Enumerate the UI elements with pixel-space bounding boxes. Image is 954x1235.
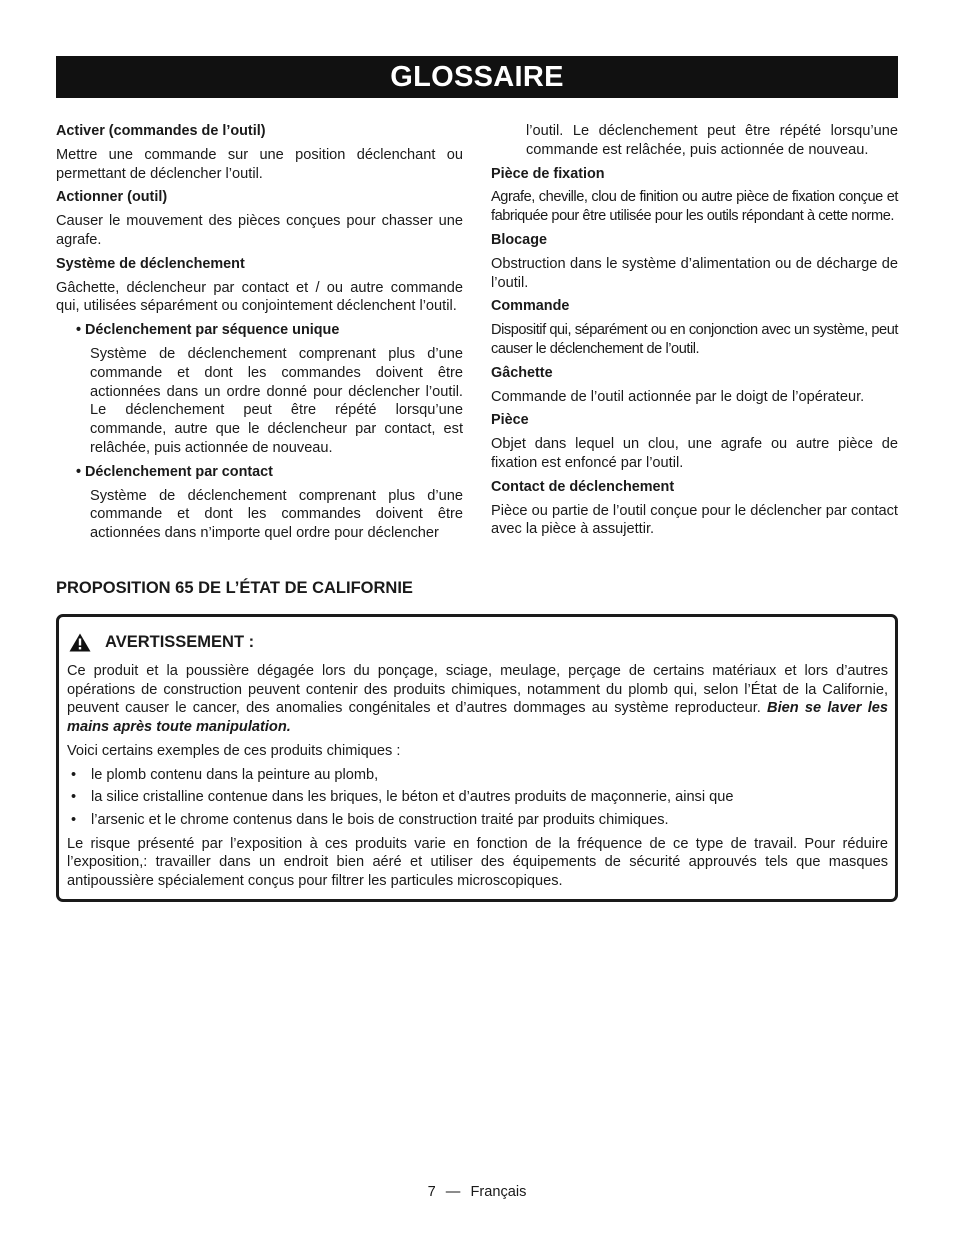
- glossary-term: Contact de déclenchement: [491, 478, 675, 495]
- glossary-entry: [56, 255, 463, 316]
- list-item: [67, 766, 888, 785]
- glossary-definition: Pièce ou partie de l’outil conçue pour le déclencher par contact avec la pièce à assujettir.: [491, 502, 898, 538]
- glossary-definition: Obstruction dans le système d’alimentation ou de décharge de l’outil.: [491, 255, 898, 291]
- glossary-term: Gâchette: [491, 364, 553, 381]
- glossary-subdefinition: Système de déclenchement comprenant plus d’une commande et dont les commandes doivent être actionnées dans n’importe quel ordre pour déclencher: [90, 487, 463, 542]
- list-item: [67, 788, 888, 807]
- glossary-definition: Causer le mouvement des pièces conçues pour chasser une agrafe.: [56, 213, 463, 248]
- glossary-right-column: [491, 122, 898, 544]
- warning-header: [69, 633, 254, 652]
- warning-box: [56, 614, 898, 902]
- prop65-heading: PROPOSITION 65 DE L’ÉTAT DE CALIFORNIE: [56, 579, 413, 597]
- warning-label: AVERTISSEMENT :: [105, 633, 255, 651]
- glossary-left-column: [56, 122, 463, 548]
- footer-language: Français: [470, 1184, 527, 1200]
- glossary-definition: Objet dans lequel un clou, une agrafe ou autre pièce de fixation est enfoncé par l’outil.: [491, 436, 898, 471]
- glossary-term: Commande: [491, 298, 570, 315]
- glossary-subentry: [56, 321, 463, 458]
- glossary-entry: [491, 478, 898, 539]
- glossary-term: Pièce: [491, 412, 529, 429]
- bullet: •: [71, 789, 77, 806]
- examples-intro: Voici certains exemples de ces produits chimiques :: [67, 742, 401, 759]
- warning-triangle-icon: [69, 633, 91, 652]
- glossary-term: Pièce de fixation: [491, 165, 605, 182]
- glossary-continuation: l’outil. Le déclenchement peut être répété lorsqu’une commande est relâchée, puis actionnée de nouveau.: [526, 123, 898, 158]
- glossary-definition: Gâchette, déclencheur par contact et / ou autre commande qui, utilisées séparément ou conjointement déclenchent l’outil.: [56, 279, 463, 315]
- glossary-entry: [56, 122, 463, 183]
- page-footer: [0, 1184, 954, 1200]
- glossary-subdefinition: Système de déclenchement comprenant plus d’une commande et dont les commandes doivent être actionnées dans un ordre donné pour déclencher l’outil. Le déclenchement peut être répété lorsqu’une commande, autre que le déclencheur par contact, est relâchée, puis actionnée de nouveau.: [90, 345, 463, 456]
- glossary-entry: [491, 364, 898, 407]
- glossary-term: Blocage: [491, 231, 547, 248]
- glossary-term: Système de déclenchement: [56, 255, 245, 272]
- glossary-definition: Agrafe, cheville, clou de finition ou autre pièce de fixation conçue et fabriquée pour être utilisée pour les outils répondant à cette norme.: [491, 189, 898, 225]
- glossary-entry: [491, 165, 898, 226]
- footer-separator: —: [445, 1184, 461, 1200]
- list-item: [67, 811, 888, 830]
- examples-list: [67, 766, 888, 830]
- warning-body: [67, 662, 888, 896]
- example-text: la silice cristalline contenue dans les briques, le béton et d’autres produits de maçonnerie, ainsi que: [91, 789, 734, 806]
- glossary-entry: [491, 231, 898, 292]
- glossary-subentry: [56, 463, 463, 543]
- example-text: le plomb contenu dans la peinture au plomb,: [91, 766, 379, 783]
- warning-intro-text: Ce produit et la poussière dégagée lors du ponçage, sciage, meulage, perçage de certains matériaux et lors d’autres opérations de construction peuvent contenir des produits chimiques, notamment du plomb qui, selon l’État de la Californie, peuvent causer le cancer, des anomalies congénitales et d’autres dommages au système reproducteur.: [67, 663, 888, 717]
- glossary-entry: [491, 411, 898, 472]
- glossary-entry: [56, 188, 463, 249]
- glossary-term: Activer (commandes de l’outil): [56, 123, 266, 139]
- bullet: •: [71, 766, 77, 783]
- glossary-term: Actionner (outil): [56, 189, 168, 206]
- glossary-definition: Dispositif qui, séparément ou en conjonction avec un système, peut causer le déclenchement de l’outil.: [491, 322, 898, 357]
- example-text: l’arsenic et le chrome contenus dans le bois de construction traité par produits chimiques.: [91, 811, 669, 828]
- glossary-subterm: • Déclenchement par contact: [76, 463, 273, 480]
- page-title: GLOSSAIRE: [56, 56, 898, 98]
- glossary-entry: [491, 297, 898, 358]
- warning-intro-paragraph: [67, 662, 888, 737]
- glossary-definition: Commande de l’outil actionnée par le doigt de l’opérateur.: [491, 388, 865, 405]
- glossary-subterm: • Déclenchement par séquence unique: [76, 322, 340, 339]
- bullet: •: [71, 811, 77, 828]
- page-number: 7: [427, 1184, 436, 1200]
- warning-closing: Le risque présenté par l’exposition à ces produits varie en fonction de la fréquence de ce type de travail. Pour réduire l’exposition,: travailler dans un endroit bien aéré et utiliser des équipements de sécurité approuvés tels que masques antipoussière spécialement conçus pour filtrer les particules microscopiques.: [67, 835, 888, 890]
- glossary-definition: Mettre une commande sur une position déclenchant ou permettant de déclencher l’outil.: [56, 146, 463, 182]
- warning-emphasis: Bien se laver les mains après toute manipulation.: [67, 700, 888, 736]
